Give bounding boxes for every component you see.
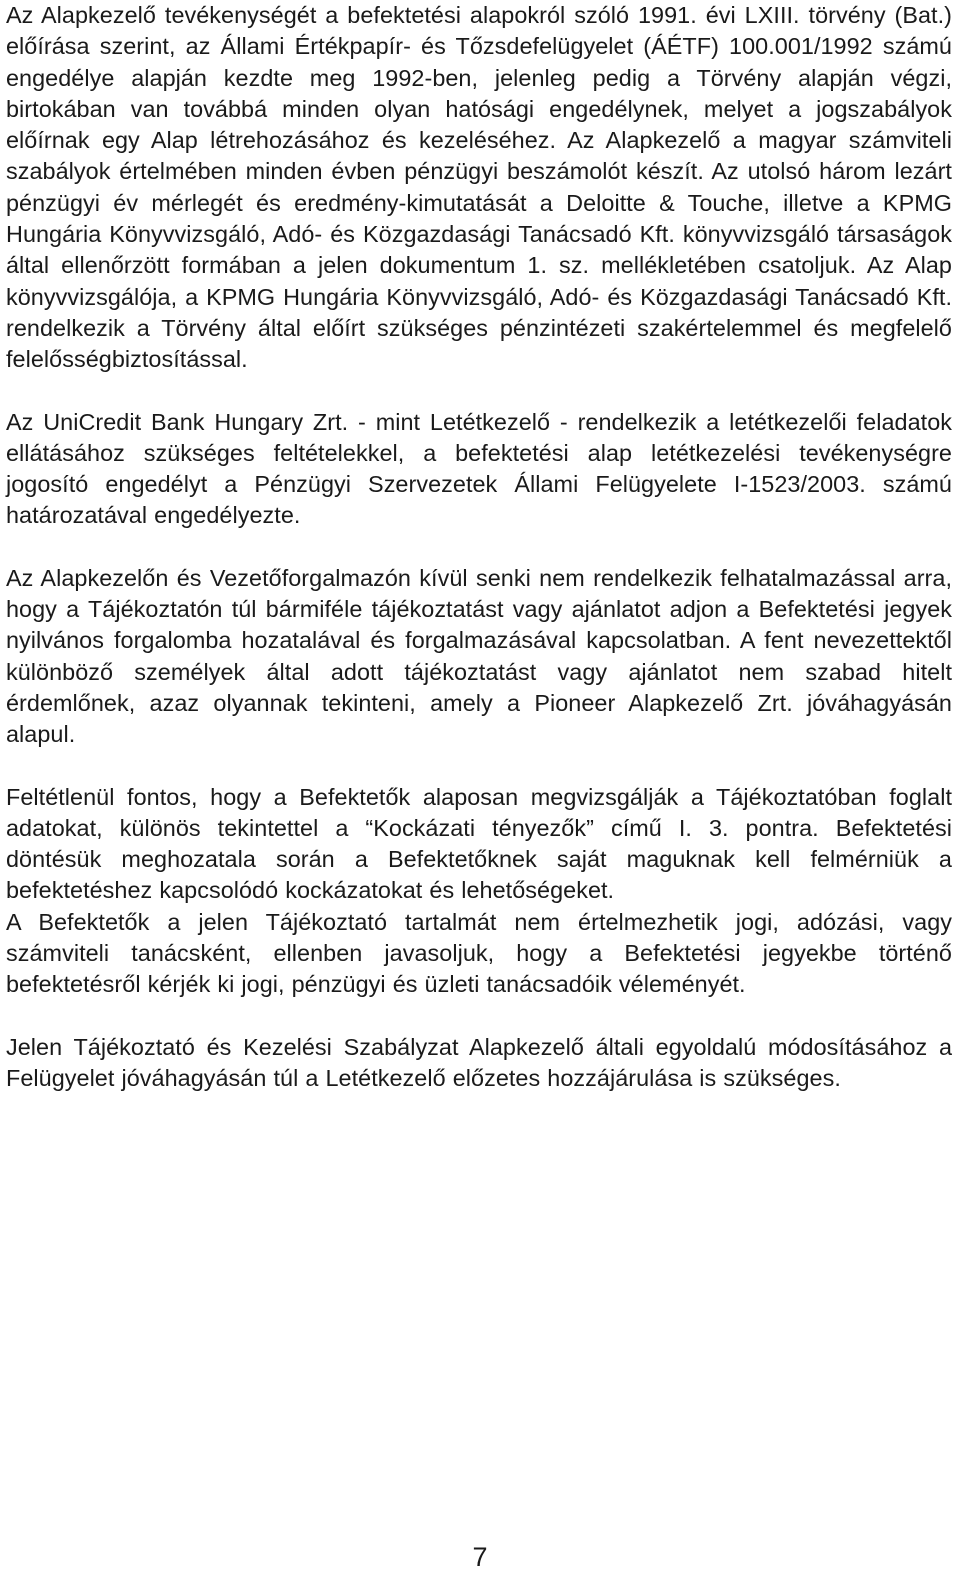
paragraph-amendment-consent: Jelen Tájékoztató és Kezelési Szabályzat Alapkezelő általi egyoldalú módosításához a Felügyelet jóváhagyásán túl a Letétkezelő előzetes hozzájárulása is szükséges. — [6, 1033, 952, 1091]
paragraph-authorized-parties: Az Alapkezelőn és Vezetőforgalmazón kívül senki nem rendelkezik felhatalmazással arra, hogy a Tájékoztatón túl bármiféle tájékoztatást vagy ajánlatot adjon a Befektetési jegyek nyilvános forgalomba hozatalával és forgalmazásával kapcsolatban. A fent nevezettektől különböző személyek által adott tájékoztatást vagy ajánlatot nem szabad hitelt érdemlőnek, azaz olyannak tekinteni, amely a Pioneer Alapkezelő Zrt. jóváhagyásán alapul. — [6, 564, 952, 748]
paragraph-fund-manager-licensing: Az Alapkezelő tevékenységét a befektetési alapokról szóló 1991. évi LXIII. törvény (Bat.) előírása szerint, az Állami Értékpapír- és Tőzsdefelügyelet (ÁÉTF) 100.001/1992 számú engedélye alapján kezdte meg 1992-ben, jelenleg pedig a Törvény alapján végzi, birtokában van továbbá minden olyan hatósági engedélynek, melyet a jogszabályok előírnak egy Alap létrehozásához és kezeléséhez. Az Alapkezelő a magyar számviteli szabályok értelmében minden évben pénzügyi beszámolót készít. Az utolsó három lezárt pénzügyi év mérlegét és eredmény-kimutatását a Deloitte & Touche, illetve a KPMG Hungária Könyvvizsgáló, Adó- és Közgazdasági Tanácsadó Kft. könyvvizsgáló társaságok által ellenőrzött formában a jelen dokumentum 1. sz. mellékletében csatoljuk. Az Alap könyvvizsgálója, a KPMG Hungária Könyvvizsgáló, Adó- és Közgazdasági Tanácsadó Kft. rendelkezik a Törvény által előírt szükséges pénzintézeti szakértelemmel és megfelelő felelősségbiztosítással. — [6, 2, 952, 373]
document-page — [6, 0, 952, 1094]
paragraph-investor-review: Feltétlenül fontos, hogy a Befektetők alaposan megvizsgálják a Tájékoztatóban foglalt adatokat, különös tekintettel a “Kockázati tényezők” című I. 3. pontra. Befektetési döntésük meghozatala során a Befektetőknek saját maguknak kell felmérniük a befektetéshez kapcsolódó kockázatokat és lehetőségeket. — [6, 783, 952, 904]
page-number: 7 — [472, 1542, 488, 1572]
paragraph-not-advice: A Befektetők a jelen Tájékoztató tartalmát nem értelmezhetik jogi, adózási, vagy számviteli tanácsként, ellenben javasoljuk, hogy a Befektetési jegyekbe történő befektetésről kérjék ki jogi, pénzügyi és üzleti tanácsadóik véleményét. — [6, 908, 952, 998]
paragraph-custodian: Az UniCredit Bank Hungary Zrt. - mint Letétkezelő - rendelkezik a letétkezelői feladatok ellátásához szükséges feltételekkel, a befektetési alap letétkezelési tevékenységre jogosító engedélyt a Pénzügyi Szervezetek Állami Felügyelete I-1523/2003. számú határozatával engedélyezte. — [6, 408, 952, 529]
